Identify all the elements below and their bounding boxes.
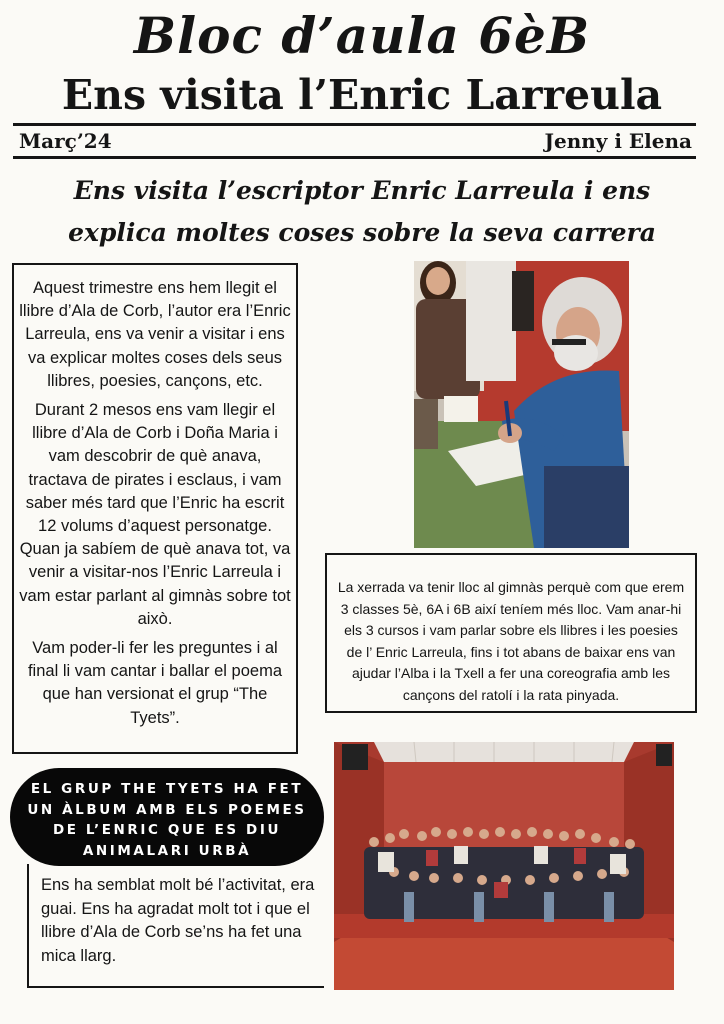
- main-paragraph-2: Durant 2 mesos ens vam llegir el llibre d’Ala de Corb i Doña Maria i vam descobrir de què anava, tractava de pirates i esclaus, i vam saber més tard que l’Enric ha escrit 12 volums d’aquest personatge. Quan ja sabíem de què anava tot, va venir a visitar-nos l’Enric Larreula i vam estar parlant al gimnàs sobre tot això.: [19, 401, 291, 628]
- bottom-rule-divider: [13, 156, 696, 159]
- top-rule-divider: [13, 123, 696, 126]
- gym-talk-box: [325, 553, 697, 713]
- article-subtitle: Ens visita l’escriptor Enric Larreula i ens explica moltes coses sobre la seva carrera: [68, 176, 656, 247]
- group-gym-photo: [334, 742, 674, 990]
- opinion-text: Ens ha semblat molt bé l’activitat, era guai. Ens ha agradat molt tot i que el llibre d’Ala de Corb se’ns ha fet una mica llarg.: [41, 876, 315, 965]
- gym-talk-text: La xerrada va tenir lloc al gimnàs perquè com que erem 3 classes 5è, 6A i 6B així teníem més lloc. Vam anar-hi els 3 cursos i vam parlar sobre els llibres i les poesies de l’ Enric Larreula, fins i tot abans de baixar ens van ajudar l’Alba i la Txell a fer una coreografia amb les cançons del ratolí i la rata pinyada.: [337, 579, 685, 703]
- issue-date: Març’24: [19, 129, 112, 153]
- opinion-box: [27, 864, 324, 988]
- headline: Ens visita l’Enric Larreula: [61, 71, 663, 119]
- masthead-title: Bloc d’aula 6èB: [133, 6, 591, 65]
- main-article-box: [12, 263, 298, 754]
- main-paragraph-3: Vam poder-li fer les preguntes i al final li vam cantar i ballar el poema que han versionat el grup “The Tyets”.: [27, 639, 283, 727]
- tyets-callout-text: EL GRUP THE TYETS HA FET UN ÀLBUM AMB ELS POEMES DE L’ENRIC QUE ES DIU ANIMALARI URBÀ: [27, 781, 307, 859]
- author-signing-photo: [414, 261, 629, 548]
- tyets-callout: [10, 768, 324, 866]
- main-paragraph-1: Aquest trimestre ens hem llegit el llibre d’Ala de Corb, l’autor era l’Enric Larreula, ens va venir a visitar i ens va explicar moltes coses dels seus llibres, poesies, cançons, etc.: [19, 279, 291, 390]
- authors-byline: Jenny i Elena: [544, 129, 692, 153]
